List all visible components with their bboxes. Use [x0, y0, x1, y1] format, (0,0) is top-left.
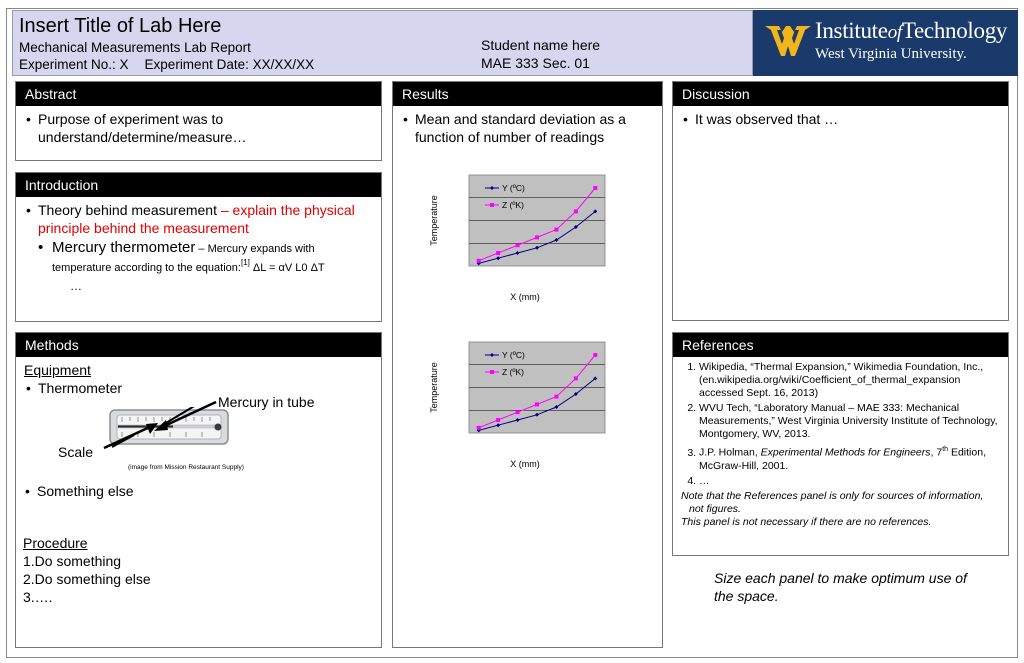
x-axis-label: X (mm)	[510, 459, 540, 469]
abstract-bullet: • Purpose of experiment was to understand/determine/measure…	[24, 110, 373, 146]
experiment-date: Experiment Date: XX/XX/XX	[144, 57, 315, 72]
theory-bullet: • Theory behind measurement – explain the physical principle behind the measurement	[24, 201, 373, 237]
references-panel	[672, 332, 1009, 556]
legend-label: Y (ºC)	[502, 350, 525, 360]
references-heading: References	[673, 333, 1008, 357]
reference-item: 2. WVU Tech, “Laboratory Manual – MAE 333: Mechanical Measurements,” West Virginia University Institute of Technology, Montgomery, WV, 2013.	[699, 402, 1000, 441]
experiment-number: Experiment No.: X	[19, 57, 129, 72]
introduction-heading: Introduction	[16, 173, 381, 197]
expansion-equation: ΔL = αV L0 ΔT	[249, 262, 325, 274]
intro-ellipsis: …	[70, 279, 82, 293]
reference-item: 3. J.P. Holman, Experimental Methods for Engineers, 7th Edition, McGraw-Hill, 2001.	[699, 443, 1000, 473]
procedure-label: Procedure	[23, 535, 88, 551]
legend-label: Y (ºC)	[502, 183, 525, 193]
theory-explanation: – explain the physical principle behind the measurement	[38, 202, 355, 236]
layout-tip: Size each panel to make optimum use of the space.	[714, 570, 967, 604]
y-axis-label: Temperature	[429, 362, 439, 413]
lab-title: Insert Title of Lab Here	[19, 15, 222, 37]
label-scale: Scale	[58, 444, 94, 460]
logo-institute-text: InstituteofTechnology	[815, 18, 1008, 43]
data-point	[477, 426, 481, 430]
procedure-step: 3.….	[23, 589, 53, 605]
introduction-panel	[15, 172, 382, 322]
legend-marker	[490, 203, 494, 207]
results-heading: Results	[393, 82, 662, 106]
data-point	[593, 353, 597, 357]
data-point	[516, 410, 520, 414]
reference-item: 1. Wikipedia, “Thermal Expansion,” Wikimedia Foundation, Inc., (en.wikipedia.org/wiki/Coefficient_of_thermal_expansion accessed Sept. 16, 2013)	[699, 361, 1000, 400]
data-point	[574, 209, 578, 213]
data-point	[554, 228, 558, 232]
data-point	[516, 243, 520, 247]
data-point	[535, 235, 539, 239]
reference-item: 4. …	[699, 475, 1000, 488]
data-point	[477, 259, 481, 263]
methods-heading: Methods	[16, 333, 381, 357]
temperature-chart-1	[425, 170, 615, 305]
course-section: MAE 333 Sec. 01	[481, 55, 590, 71]
data-point	[593, 186, 597, 190]
data-point	[496, 251, 500, 255]
legend-marker	[490, 370, 494, 374]
y-axis-label: Temperature	[429, 195, 439, 246]
data-point	[554, 395, 558, 399]
equipment-thermometer: • Thermometer	[24, 379, 373, 397]
mercury-bullet: • Mercury thermometer – Mercury expands with temperature according to the equation:[1] ΔL = αV L0 ΔT	[38, 240, 373, 275]
procedure-section	[23, 534, 373, 606]
report-subtitle: Mechanical Measurements Lab Report	[19, 40, 251, 55]
legend-label: Z (ºK)	[502, 367, 524, 377]
wv-logo-icon	[765, 22, 811, 60]
experiment-info	[19, 57, 314, 72]
label-mercury-in-tube: Mercury in tube	[218, 394, 315, 410]
references-note-optional: This panel is not necessary if there are no references.	[681, 515, 932, 528]
procedure-step: 2.Do something else	[23, 571, 151, 587]
image-credit: (image from Mission Restaurant Supply)	[128, 464, 244, 471]
data-point	[535, 402, 539, 406]
title-banner	[12, 10, 753, 76]
references-note: Note that the References panel is only for sources of information, not figures.	[681, 489, 984, 515]
discussion-panel	[672, 81, 1009, 321]
temperature-chart-2	[425, 337, 615, 472]
procedure-step: 1.Do something	[23, 553, 122, 569]
student-name: Student name here	[481, 37, 601, 53]
data-point	[496, 418, 500, 422]
scale-arrow	[100, 420, 162, 450]
data-point	[574, 376, 578, 380]
equipment-other: • Something else	[23, 482, 373, 500]
abstract-heading: Abstract	[16, 82, 381, 106]
discussion-heading: Discussion	[673, 82, 1008, 106]
discussion-bullet: • It was observed that …	[681, 110, 1000, 128]
wvu-tech-logo	[753, 10, 1018, 76]
results-bullet: • Mean and standard deviation as a function of number of readings	[401, 110, 654, 146]
legend-label: Z (ºK)	[502, 200, 524, 210]
logo-university-text: West Virginia University.	[815, 46, 967, 62]
equipment-label: Equipment	[24, 362, 91, 378]
reference-list	[681, 361, 1000, 488]
x-axis-label: X (mm)	[510, 292, 540, 302]
abstract-panel	[15, 81, 382, 161]
